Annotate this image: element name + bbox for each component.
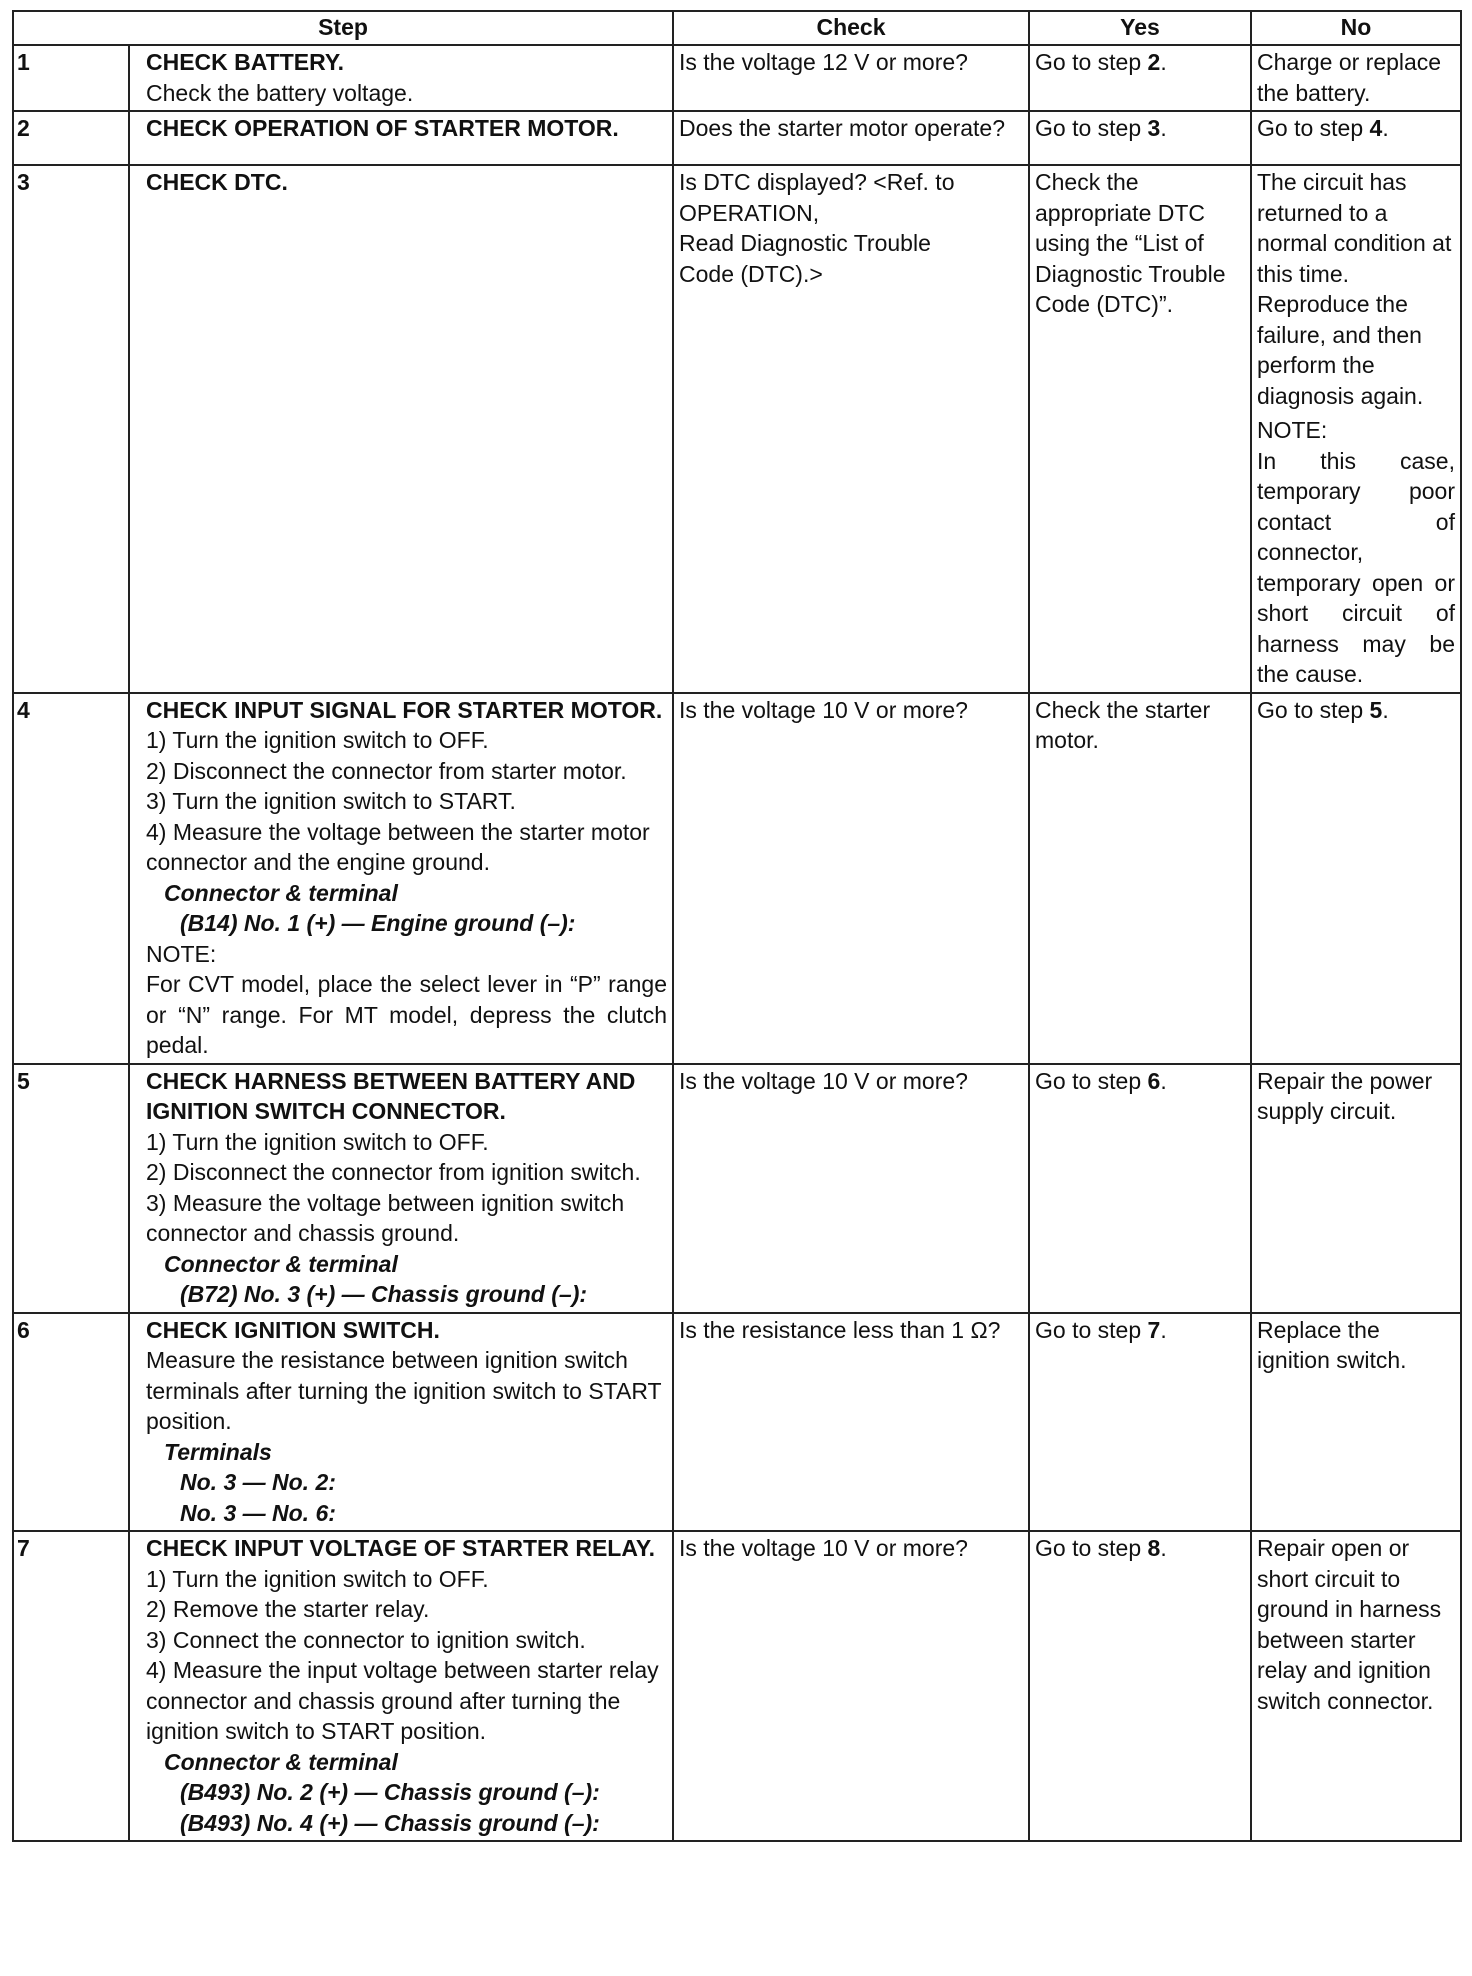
procedure-step: 2) Disconnect the connector from starter motor.	[146, 757, 627, 784]
spec-label: Connector & terminal	[164, 879, 398, 906]
step-text: Measure the resistance between ignition switch terminals after turning the ignition switch to START position.	[146, 1347, 662, 1434]
step-title: CHECK IGNITION SWITCH.	[146, 1316, 440, 1343]
step-title: CHECK HARNESS BETWEEN BATTERY AND IGNITION SWITCH CONNECTOR.	[146, 1067, 636, 1124]
header-row	[13, 11, 1461, 45]
table-row	[13, 165, 1461, 693]
step-title: CHECK INPUT VOLTAGE OF STARTER RELAY.	[146, 1535, 656, 1561]
note-label: NOTE:	[146, 940, 217, 967]
step-number: 2	[13, 111, 129, 165]
spec-line: No. 3 — No. 2:	[180, 1469, 336, 1495]
diagnostic-table	[12, 10, 1462, 1842]
step-cell	[129, 1064, 673, 1313]
procedure-step: 2) Remove the starter relay.	[146, 1596, 430, 1622]
step-cell	[129, 1531, 673, 1841]
step-number: 4	[13, 693, 129, 1064]
table-row	[13, 1531, 1461, 1841]
procedure-step: 4) Measure the input voltage between starter relay connector and chassis ground after turning the ignition switch to START position.	[146, 1657, 659, 1744]
check-cell: Is the voltage 10 V or more?	[673, 1064, 1029, 1313]
spec-line: No. 3 — No. 6:	[180, 1499, 336, 1526]
step-cell	[129, 45, 673, 111]
check-cell: Is the voltage 10 V or more?	[673, 1531, 1029, 1841]
procedure-step: 3) Connect the connector to ignition switch.	[146, 1626, 586, 1653]
procedure-step: 4) Measure the voltage between the starter motor connector and the engine ground.	[146, 818, 650, 875]
step-title: CHECK INPUT SIGNAL FOR STARTER MOTOR.	[146, 696, 663, 723]
step-number: 1	[13, 45, 129, 111]
table-row	[13, 1313, 1461, 1532]
yes-cell: Go to step 8.	[1029, 1531, 1251, 1841]
check-cell: Is the voltage 12 V or more?	[673, 45, 1029, 111]
no-cell: Go to step 4.	[1251, 111, 1461, 165]
step-title: CHECK BATTERY.	[146, 49, 345, 75]
header-step: Step	[13, 11, 673, 45]
yes-cell: Go to step 6.	[1029, 1064, 1251, 1313]
note-text: In this case, temporary poor contact of connector, temporary open or short circuit of harness may be the cause.	[1257, 447, 1455, 687]
spec-line: (B72) No. 3 (+) — Chassis ground (–):	[180, 1281, 588, 1307]
no-cell: Charge or replace the battery.	[1251, 45, 1461, 111]
header-no: No	[1251, 11, 1461, 45]
header-yes: Yes	[1029, 11, 1251, 45]
yes-cell: Check the appropriate DTC using the “List of Diagnostic Trouble Code (DTC)”.	[1029, 165, 1251, 693]
yes-cell: Go to step 7.	[1029, 1313, 1251, 1532]
check-cell: Does the starter motor operate?	[673, 111, 1029, 165]
spec-label: Terminals	[164, 1438, 272, 1465]
yes-cell: Go to step 2.	[1029, 45, 1251, 111]
step-number: 3	[13, 165, 129, 693]
step-cell	[129, 111, 673, 165]
step-cell	[129, 165, 673, 693]
step-number: 5	[13, 1064, 129, 1313]
procedure-step: 3) Turn the ignition switch to START.	[146, 788, 516, 814]
header-check: Check	[673, 11, 1029, 45]
step-number: 6	[13, 1313, 129, 1532]
spec-label: Connector & terminal	[164, 1250, 398, 1277]
procedure-step: 1) Turn the ignition switch to OFF.	[146, 1565, 489, 1592]
table-row	[13, 45, 1461, 111]
procedure-step: 1) Turn the ignition switch to OFF.	[146, 1128, 489, 1155]
note-label: NOTE:	[1257, 417, 1328, 443]
no-cell: Replace the ignition switch.	[1251, 1313, 1461, 1532]
check-cell: Is the voltage 10 V or more?	[673, 693, 1029, 1064]
check-cell: Is DTC displayed? <Ref. to OPERATION, Read Diagnostic Trouble Code (DTC).>	[673, 165, 1029, 693]
no-cell: Repair open or short circuit to ground in harness between starter relay and ignition switch connector.	[1251, 1531, 1461, 1841]
step-text: Check the battery voltage.	[146, 79, 414, 106]
table-row	[13, 1064, 1461, 1313]
spec-line: (B14) No. 1 (+) — Engine ground (–):	[180, 910, 576, 936]
note-text: For CVT model, place the select lever in “P” range or “N” range. For MT model, depress the clutch pedal.	[146, 971, 667, 1058]
step-cell	[129, 1313, 673, 1532]
step-title: CHECK OPERATION OF STARTER MOTOR.	[146, 115, 619, 141]
spec-label: Connector & terminal	[164, 1748, 398, 1775]
table-row	[13, 111, 1461, 165]
procedure-step: 3) Measure the voltage between ignition switch connector and chassis ground.	[146, 1189, 625, 1246]
spec-line: (B493) No. 2 (+) — Chassis ground (–):	[180, 1779, 600, 1805]
yes-cell: Check the starter motor.	[1029, 693, 1251, 1064]
procedure-step: 2) Disconnect the connector from ignition switch.	[146, 1159, 641, 1185]
table-row	[13, 693, 1461, 1064]
step-number: 7	[13, 1531, 129, 1841]
yes-cell: Go to step 3.	[1029, 111, 1251, 165]
procedure-step: 1) Turn the ignition switch to OFF.	[146, 727, 489, 753]
step-title: CHECK DTC.	[146, 169, 288, 195]
no-cell: The circuit has returned to a normal condition at this time. Reproduce the failure, and then perform the diagnosis again. NOTE: In this case, temporary poor contact of connector, temporary open or short circuit of harness may be the cause.	[1251, 165, 1461, 693]
spec-line: (B493) No. 4 (+) — Chassis ground (–):	[180, 1809, 600, 1836]
check-cell: Is the resistance less than 1 Ω?	[673, 1313, 1029, 1532]
no-cell: Go to step 5.	[1251, 693, 1461, 1064]
step-cell	[129, 693, 673, 1064]
no-cell: Repair the power supply circuit.	[1251, 1064, 1461, 1313]
